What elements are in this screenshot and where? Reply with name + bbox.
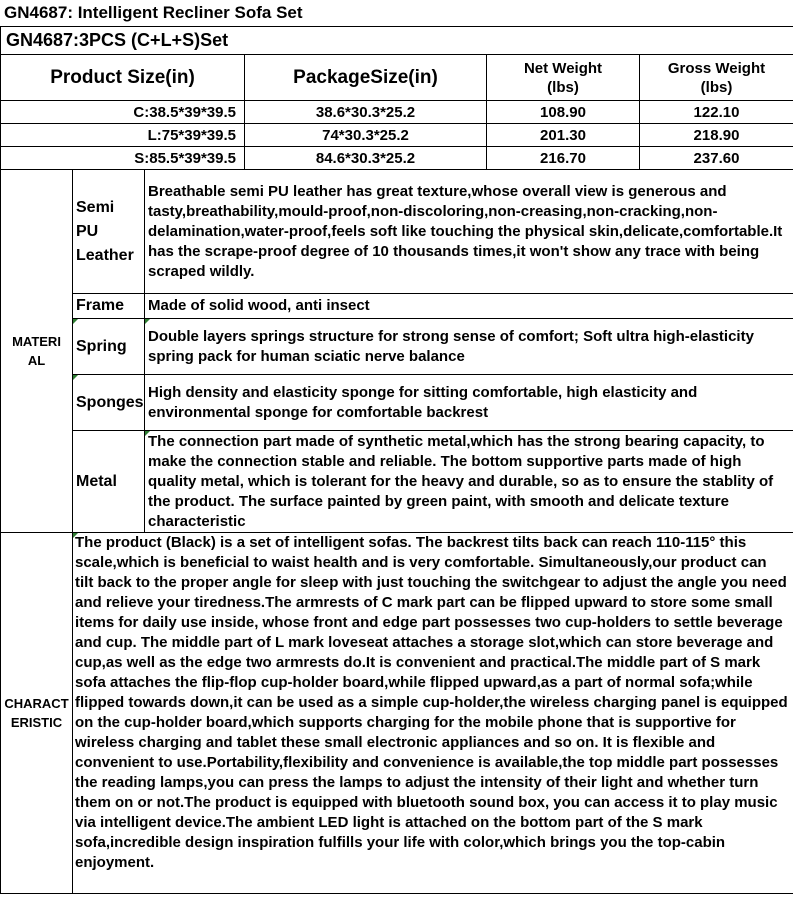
material-desc-spring: Double layers springs structure for strong sense of comfort; Soft ultra high-elasticity spring pack for human sciatic nerve balance	[145, 319, 793, 375]
net-weight-cell: 216.70	[487, 147, 640, 170]
material-name-frame: Frame	[73, 294, 145, 319]
header-gross-weight-line1: Gross Weight	[667, 59, 766, 77]
material-desc-metal: The connection part made of synthetic metal,which has the strong bearing capacity, to make the connection stable and reliable. The bottom supportive parts made of high quality metal, which is tolerant for the heavy and durable, so as to ensure the stablity of the product. The surface painted by green paint, with smooth and delicate texture characteristic	[145, 431, 793, 533]
material-name-spring: Spring	[73, 319, 145, 375]
material-label-line1: MATERI	[12, 334, 61, 349]
material-name-line: Semi	[76, 198, 115, 216]
table-row	[1, 124, 793, 147]
header-gross-weight-line2: (lbs)	[700, 78, 733, 96]
table-row	[1, 147, 793, 170]
material-name-leather	[73, 170, 145, 294]
subtitle-row	[1, 27, 793, 55]
package-size-cell: 38.6*30.3*25.2	[245, 101, 487, 124]
set-subtitle: GN4687:3PCS (C+L+S)Set	[1, 27, 793, 55]
material-name-line: PU	[76, 222, 99, 240]
material-desc-leather: Breathable semi PU leather has great texture,whose overall view is generous and tasty,breathability,mould-proof,non-discoloring,non-creasing,non-cracking,non-delamination,water-proof,feels soft like touching the physical skin,delicate,comfortable.It has the scrape-proof degree of 10 thousands times,it won't show any trace with being scraped wildly.	[145, 170, 793, 294]
material-row-leather	[1, 170, 793, 294]
header-net-weight	[487, 55, 640, 101]
characteristic-description: The product (Black) is a set of intelligent sofas. The backrest tilts back can reach 110-115° this scale,which is beneficial to waist health and is very comfortable. Simultaneously,our product can tilt back to the proper angle for sleep with just touching the switchgear to adjust the angle you need and relieve your tiredness.The armrests of C mark part can be flipped upward to store some small items for daily use inside, whose front and edge part possesses two cup-holders to settle beverage and cup. The middle part of L mark loveseat attaches a storage slot,which can store beverage and cup,as well as the edge two armrests do.It is convenient and practical.The middle part of S mark sofa attaches the flip-flop cup-holder board,while flipped upward,as a part of normal sofa;while flipped towards down,it can be used as a simple cup-holder,the wireless charging panel is equipped on the cup-holder board,which supports charging for the mobile phone that is supportive for wireless charging and tablet these small electronic appliances and so on. It is flexible and convenient to use.Portability,flexibility and convenience is available,the top middle part possesses the reading lamps,you can press the lamps to adjust the intensity of their light and whether turn them on or not.The product is equipped with bluetooth sound box, you can access it to play music via intelligent device.The ambient LED light is attached on the bottom part of the S mark sofa,incredible design inspiration fulfills your life with color,which brings you the top-cabin enjoyment.	[73, 533, 793, 894]
package-size-cell: 84.6*30.3*25.2	[245, 147, 487, 170]
spec-table	[0, 26, 793, 894]
material-desc-sponges: High density and elasticity sponge for sitting comfortable, high elasticity and environmental sponge for comfortable backrest	[145, 375, 793, 431]
material-row-frame	[1, 294, 793, 319]
header-net-weight-line2: (lbs)	[547, 78, 579, 96]
material-section-label	[1, 170, 73, 533]
gross-weight-cell: 122.10	[640, 101, 793, 124]
table-row	[1, 101, 793, 124]
gross-weight-cell: 218.90	[640, 124, 793, 147]
product-size-cell: L:75*39*39.5	[1, 124, 245, 147]
header-gross-weight	[640, 55, 793, 101]
product-size-cell: S:85.5*39*39.5	[1, 147, 245, 170]
material-row-sponges	[1, 375, 793, 431]
gross-weight-cell: 237.60	[640, 147, 793, 170]
header-row	[1, 55, 793, 101]
material-name-sponges: Sponges	[73, 375, 145, 431]
net-weight-cell: 108.90	[487, 101, 640, 124]
material-name-line: Leather	[76, 246, 134, 264]
characteristic-row	[1, 533, 793, 894]
material-label-line2: AL	[27, 353, 46, 368]
material-desc-frame: Made of solid wood, anti insect	[145, 294, 793, 319]
header-package-size: PackageSize(in)	[245, 55, 487, 101]
document-title: GN4687: Intelligent Recliner Sofa Set	[4, 3, 303, 22]
characteristic-label-line2: ERISTIC	[10, 715, 63, 730]
material-row-spring	[1, 319, 793, 375]
header-net-weight-line1: Net Weight	[523, 59, 603, 77]
material-name-metal: Metal	[73, 431, 145, 533]
material-row-metal	[1, 431, 793, 533]
product-size-cell: C:38.5*39*39.5	[1, 101, 245, 124]
characteristic-section-label	[1, 533, 73, 894]
net-weight-cell: 201.30	[487, 124, 640, 147]
characteristic-label-line1: CHARACT	[4, 696, 69, 711]
header-product-size: Product Size(in)	[1, 55, 245, 101]
package-size-cell: 74*30.3*25.2	[245, 124, 487, 147]
